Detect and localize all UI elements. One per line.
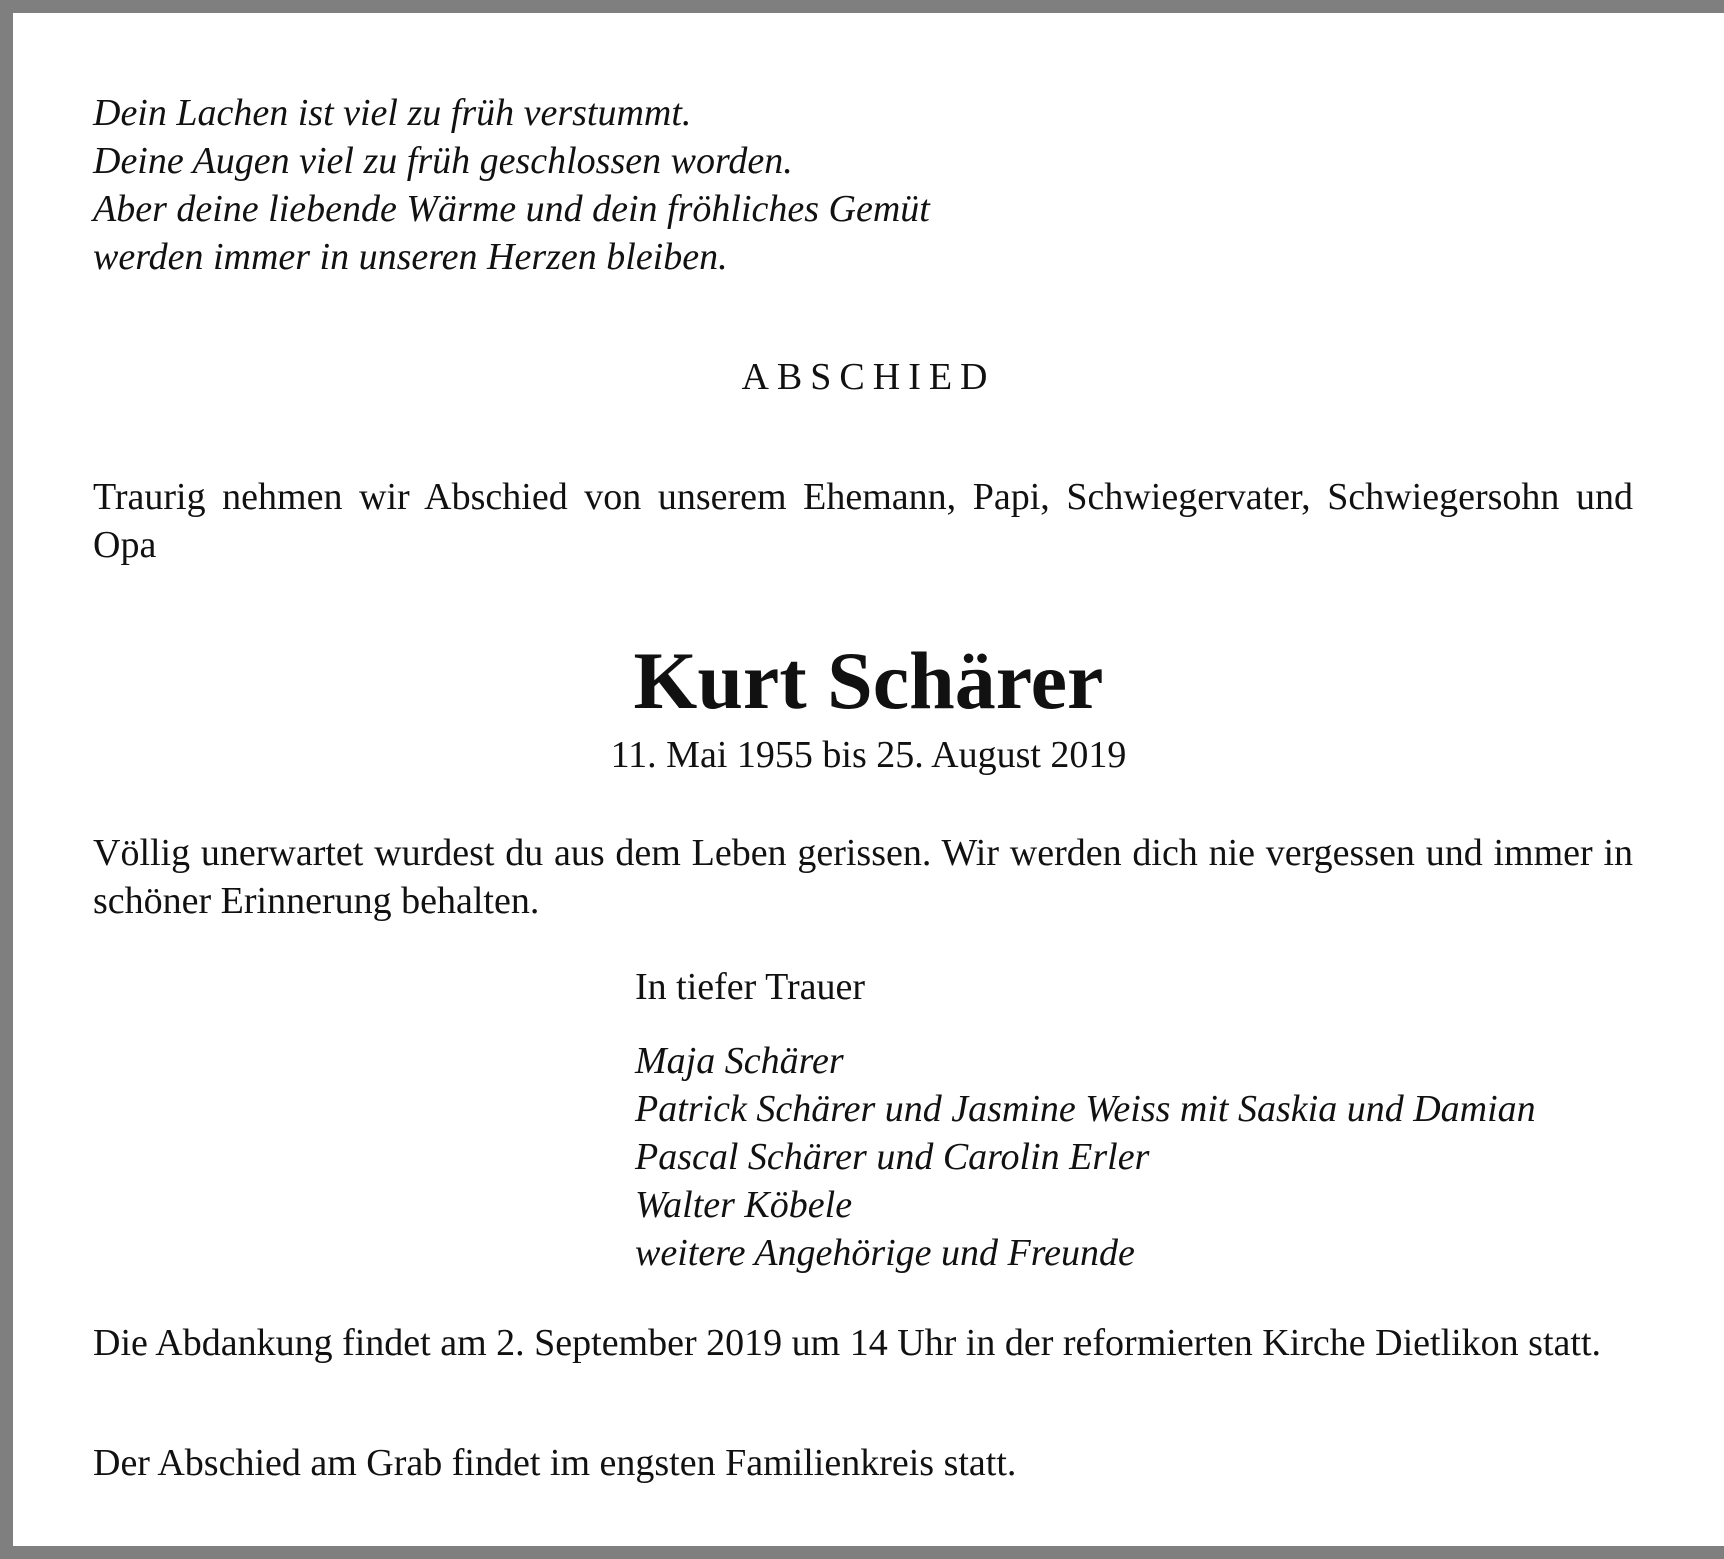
deceased-name: Kurt Schärer xyxy=(633,635,1104,726)
poem-line: Dein Lachen ist viel zu früh verstummt. xyxy=(93,92,692,134)
signoff: In tiefer Trauer xyxy=(635,966,866,1008)
message-text: Völlig unerwartet wurdest du aus dem Leben gerissen. Wir werden dich nie vergessen und immer in schöner Erinnerung behalten. xyxy=(93,832,1633,922)
poem-line: werden immer in unseren Herzen bleiben. xyxy=(93,236,728,278)
poem xyxy=(93,89,1633,281)
intro-text: Traurig nehmen wir Abschied von unserem Ehemann, Papi, Schwiegervater, Schwiegersohn und Opa xyxy=(93,476,1633,566)
mourner: Patrick Schärer und Jasmine Weiss mit Saskia und Damian xyxy=(635,1088,1536,1130)
mourner: Walter Köbele xyxy=(635,1184,853,1226)
poem-line: Aber deine liebende Wärme und dein fröhliches Gemüt xyxy=(93,188,930,230)
funeral-notice: Die Abdankung findet am 2. September 2019 um 14 Uhr in der reformierten Kirche Dietlikon statt. xyxy=(93,1322,1602,1364)
mourners-list xyxy=(635,1037,1536,1277)
obituary-page xyxy=(13,13,1724,1546)
heading: ABSCHIED xyxy=(741,356,996,398)
life-dates: 11. Mai 1955 bis 25. August 2019 xyxy=(610,734,1127,776)
mourner: Maja Schärer xyxy=(635,1040,844,1082)
mourner: weitere Angehörige und Freunde xyxy=(635,1232,1135,1274)
poem-line: Deine Augen viel zu früh geschlossen worden. xyxy=(93,140,793,182)
mourner: Pascal Schärer und Carolin Erler xyxy=(635,1136,1150,1178)
grave-notice: Der Abschied am Grab findet im engsten Familienkreis statt. xyxy=(93,1442,1017,1484)
